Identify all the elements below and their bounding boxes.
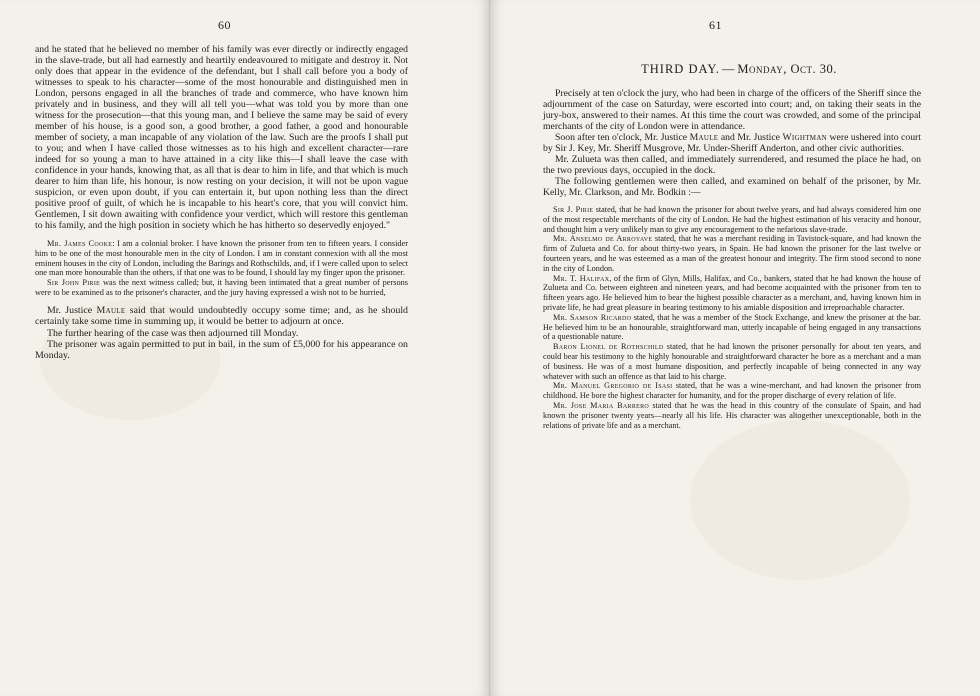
witness-paragraph (543, 274, 921, 313)
witness-name: Mr. Anselmo de Arroyave (553, 234, 653, 244)
right-page-body (543, 88, 921, 430)
jury-paragraph: Precisely at ten o'clock the jury, who had been in charge of the officers of the Sheriff since the adjournment of the case on Saturday, were escorted into court; and, on taking their seats in the jury-box, answered to their names. At this time the court was crowded, and some of the principal merchants of the city of London were in attendance. (543, 88, 921, 132)
witness-paragraph (543, 205, 921, 234)
witness-paragraph (543, 234, 921, 273)
zulueta-paragraph: Mr. Zulueta was then called, and immediately surrendered, and resumed the place he had, on the two previous days, occupied in the dock. (543, 154, 921, 176)
page-number-left: 60 (218, 18, 231, 32)
closing-text: said that would undoubtedly occupy some time; and, as he should certainly take some time in summing up, it would be better to adjourn at once. (35, 304, 408, 328)
heading-day: THIRD DAY. (641, 62, 720, 76)
witness-name: Mr. James Cooke (47, 239, 113, 248)
witness-name: Mr. Manuel Gregorio de Isasi (553, 381, 673, 391)
witness-paragraph (543, 401, 921, 430)
heading-date: Monday, Oct. 30. (737, 62, 837, 76)
defence-speech-paragraph: and he stated that he believed no member of his family was ever directly or indirectly engaged in the slave-trade, but all had earnestly and heartily endeavoured to mitigate and destroy it. Not only does that appear in the evidence of the defendant, but I shall call before you a body of witnesses to speak to his character—some of the most honourable and distinguished men in London, persons engaged in all the branches of trade and commerce, who have known him privately and in business, and they will all tell you—what was told you by more than one witness for the prosecution—that this young man, and I believe the same may be said of every member of his house, is a good son, a good brother, a good father, a good and honourable member of society, a man incapable of any violation of the law. Such are the proofs I shall put to you; and when I have called those witnesses as to his high and excellent character—rare indeed for so young a man to have attained in a city like this—I shall leave the case with confidence in your hands, knowing that, as all that is dear to him in life, and that which is much dearer to him than life, his honour, is now resting on your decision, it will not be upon vague suspicion, or even upon doubt, if you can entertain it, but upon nothing less than the direct positive proof of guilt, of which he is incapable to his heart's core, that you will convict him. Gentlemen, I sit down awaiting with confidence your verdict, which will restore this gentleman to his family, and the high position in society which he has hitherto so deservedly enjoyed." (35, 44, 408, 231)
witness-name: Sir John Pirie (47, 278, 101, 288)
witness-name: Baron Lionel de Rothschild (553, 342, 664, 352)
witness-text: stated, that he had known the prisoner for about twelve years, and had always considered him one of the most respectable merchants of the city of London. He had the highest estimation of his veracity and honour, and thought him a very unlikely man to give any encouragement to the nefarious slave-trade. (543, 205, 921, 234)
paper-stain (690, 420, 910, 580)
witness-list (543, 205, 921, 430)
page-number-right: 61 (709, 18, 722, 32)
judge-name: Wightman (782, 132, 828, 143)
witness-name: Mr. T. Halifax (553, 273, 610, 283)
closing-block (35, 305, 408, 362)
witness-paragraph (35, 278, 408, 298)
witness-text: stated, that he was a member of the Stock Exchange, and knew the prisoner at the bar. He believed him to be an honourable, straightforward man, utterly incapable of being engaged in any transactions of a questionable nature. (543, 312, 921, 342)
witness-text: stated, that he was a wine-merchant, and had known the prisoner from childhood. He bore the highest character for humanity, and for the proper discharge of every relation of life. (543, 381, 921, 401)
witness-text: stated, that he had known the prisoner personally for about ten years, and could bear his testimony to the highly honourable and straightforward character he bore as a merchant and a man of business. He was of a most humane disposition, and perfectly incapable of being connected in any way whatever with such an offence as that laid to his charge. (543, 342, 922, 381)
section-heading (554, 62, 924, 77)
witness-paragraph (543, 342, 921, 381)
left-page-body (35, 44, 408, 362)
judges-text: Soon after ten o'clock, Mr. Justice (555, 132, 690, 143)
witness-text: , of the firm of Glyn, Mills, Halifax, and Co., bankers, stated that he had known the house of Zulueta and Co. between eighteen and nineteen years, and had become acquainted with the prisoner from ten to fifteen years ago. He believed him to bear the highest possible character as a merchant, and, having known him in private life, he had great pleasure in bearing testimony to his amiable disposition and irreproachable character. (543, 273, 921, 312)
witness-name: Mr. Jose Maria Barrero (553, 400, 650, 410)
closing-paragraph (35, 305, 408, 328)
closing-paragraph: The prisoner was again permitted to put in bail, in the sum of £5,000 for his appearance on Monday. (35, 339, 408, 362)
witness-text: : I am a colonial broker. I have known the prisoner from ten to fifteen years. I consider him to be one of the most honourable men in the city of London. I am in constant connexion with all the most eminent houses in the city of London, including the Barings and Rothschilds, and, if I were called upon to select one man more honourable than the others, if that one was to be found, I should lay my finger upon the prisoner. (35, 239, 408, 278)
heading-dash: — (721, 62, 736, 76)
closing-paragraph: The further hearing of the case was then adjourned till Monday. (47, 327, 299, 339)
judges-text: were ushered into court by Sir J. Key, Mr. Sheriff Musgrove, Mr. Under-Sheriff Anderton, and other civic authorities. (543, 132, 921, 154)
judges-text: and Mr. Justice (718, 132, 783, 143)
judges-paragraph (543, 132, 921, 154)
witness-paragraph (543, 381, 921, 401)
witness-paragraph (35, 239, 408, 278)
gentlemen-paragraph: The following gentlemen were then called, and examined on behalf of the prisoner, by Mr. Kelly, Mr. Clarkson, and Mr. Bodkin :— (543, 176, 921, 198)
witness-block-left (35, 239, 408, 298)
judge-name: Maule (96, 304, 126, 316)
judge-name: Maule (689, 132, 719, 143)
witness-text: stated, that he was a merchant residing in Tavistock-square, and had known the firm of Zulueta and Co. for about thirty-two years, in Spain. He had known the prisoner for the last twelve or fourteen years, and he was esteemed as a man of the greatest honour and integrity. The firm stood second to none in the city of London. (543, 234, 921, 273)
witness-paragraph (543, 313, 921, 342)
witness-text: was the next witness called; but, it having been intimated that a great number of persons were to be examined as to the prisoner's character, and the jury having expressed a wish not to be hurried, (35, 278, 408, 297)
witness-name: Mr. Samson Ricardo (553, 312, 632, 322)
witness-text: stated that he was the head in this country of the consulate of Spain, and had known the prisoner twenty years—nearly all his life. His character was altogether unexceptionable, both in the relations of private life and as a merchant. (543, 400, 921, 430)
right-page (490, 0, 980, 696)
closing-prefix: Mr. Justice (47, 304, 97, 316)
witness-name: Sir J. Pirie (553, 205, 594, 214)
